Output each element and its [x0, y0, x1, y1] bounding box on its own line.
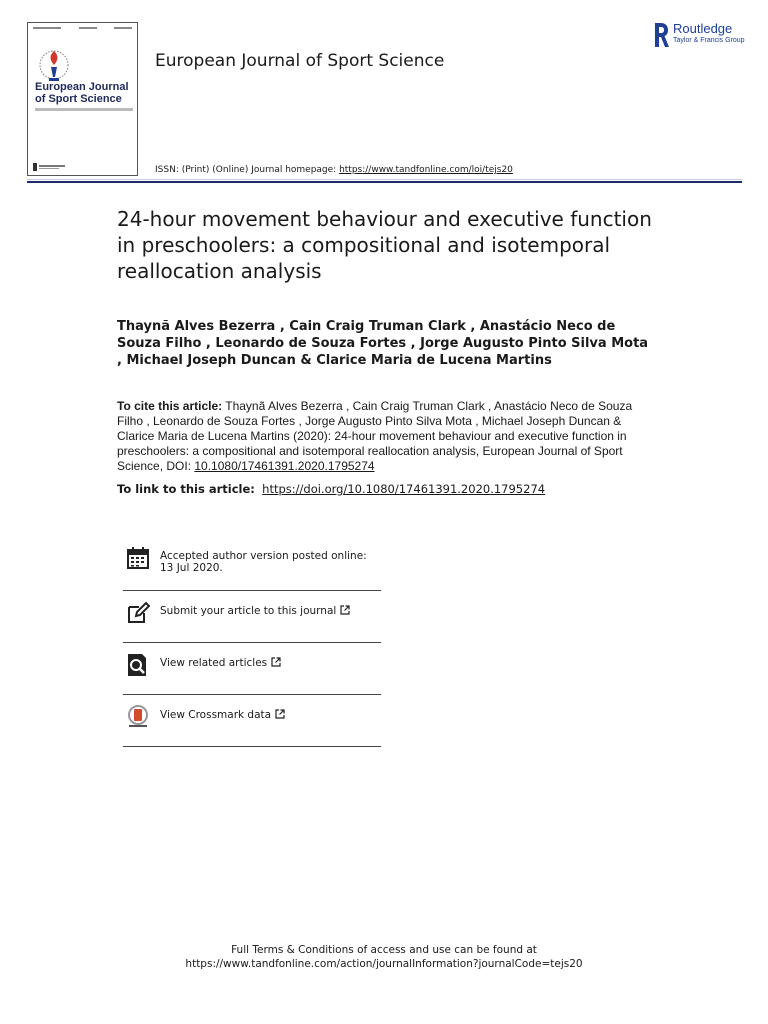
citation-block	[117, 399, 652, 474]
crossmark-link[interactable]	[160, 705, 285, 721]
article-authors: Thaynã Alves Bezerra , Cain Craig Truman Clark , Anastácio Neco de Souza Filho , Leonardo de Souza Fortes , Jorge Augusto Pinto Silva Mota , Michael Joseph Duncan & Clarice Maria de Lucena Martins	[117, 319, 649, 368]
accepted-version-row	[123, 537, 381, 591]
journal-cover-image	[27, 22, 138, 176]
edit-icon	[126, 601, 150, 625]
footer-terms-link[interactable]: https://www.tandfonline.com/action/journalInformation?journalCode=tejs20	[185, 958, 583, 970]
issn-homepage-line	[155, 165, 513, 175]
routledge-r-icon	[653, 22, 669, 48]
cover-subtitle-line	[35, 108, 133, 111]
search-document-icon	[126, 653, 150, 677]
article-actions-list	[123, 537, 381, 747]
header-rule-thin	[27, 179, 742, 180]
related-articles-label: View related articles	[160, 657, 268, 669]
cover-title: European Journal of Sport Science	[35, 81, 129, 105]
cite-doi-link[interactable]: 10.1080/17461391.2020.1795274	[194, 459, 375, 473]
link-label: To link to this article:	[117, 482, 255, 496]
article-title: 24-hour movement behaviour and executive function in preschoolers: a compositional and isotemporal reallocation analysis	[117, 207, 652, 283]
header-rule-thick	[27, 181, 742, 183]
calendar-icon	[126, 546, 150, 570]
terms-footer	[0, 943, 768, 971]
footer-line-1: Full Terms & Conditions of access and use can be found at	[231, 944, 537, 956]
article-doi-link[interactable]: https://doi.org/10.1080/17461391.2020.1795274	[262, 482, 546, 496]
crossmark-label: View Crossmark data	[160, 709, 272, 721]
related-articles-link[interactable]	[160, 653, 281, 669]
cover-top-lines	[33, 27, 132, 31]
submit-article-row[interactable]	[123, 591, 381, 643]
external-link-icon	[340, 605, 350, 615]
external-link-icon	[271, 657, 281, 667]
publisher-subtitle: Taylor & Francis Group	[673, 37, 745, 44]
submit-article-label: Submit your article to this journal	[160, 605, 337, 617]
journal-name: European Journal of Sport Science	[155, 51, 445, 71]
cite-text: Thaynã Alves Bezerra , Cain Craig Truman Clark , Anastácio Neco de Souza Filho , Leonardo de Souza Fortes , Jorge Augusto Pinto Silva Mota , Michael Joseph Duncan & Clarice Maria de Lucena Martins (2020): 24-hour movement behaviour and executive function in preschoolers: a compositional and isotemporal reallocation analysis, European Journal of Sport Science, DOI:	[117, 399, 633, 473]
publisher-logo	[653, 22, 745, 50]
article-link-line	[117, 482, 657, 496]
crossmark-row[interactable]	[123, 695, 381, 747]
issn-text: ISSN: (Print) (Online) Journal homepage:	[155, 165, 340, 175]
external-link-icon	[275, 709, 285, 719]
crossmark-icon	[126, 705, 150, 729]
publisher-name: Routledge	[673, 21, 733, 36]
cover-routledge-mark-icon	[33, 163, 67, 171]
journal-homepage-link[interactable]: https://www.tandfonline.com/loi/tejs20	[339, 165, 513, 175]
submit-article-link[interactable]	[160, 601, 350, 617]
related-articles-row[interactable]	[123, 643, 381, 695]
accepted-version-text: Accepted author version posted online: 13 Jul 2020.	[160, 550, 367, 574]
cite-label: To cite this article:	[117, 399, 223, 413]
